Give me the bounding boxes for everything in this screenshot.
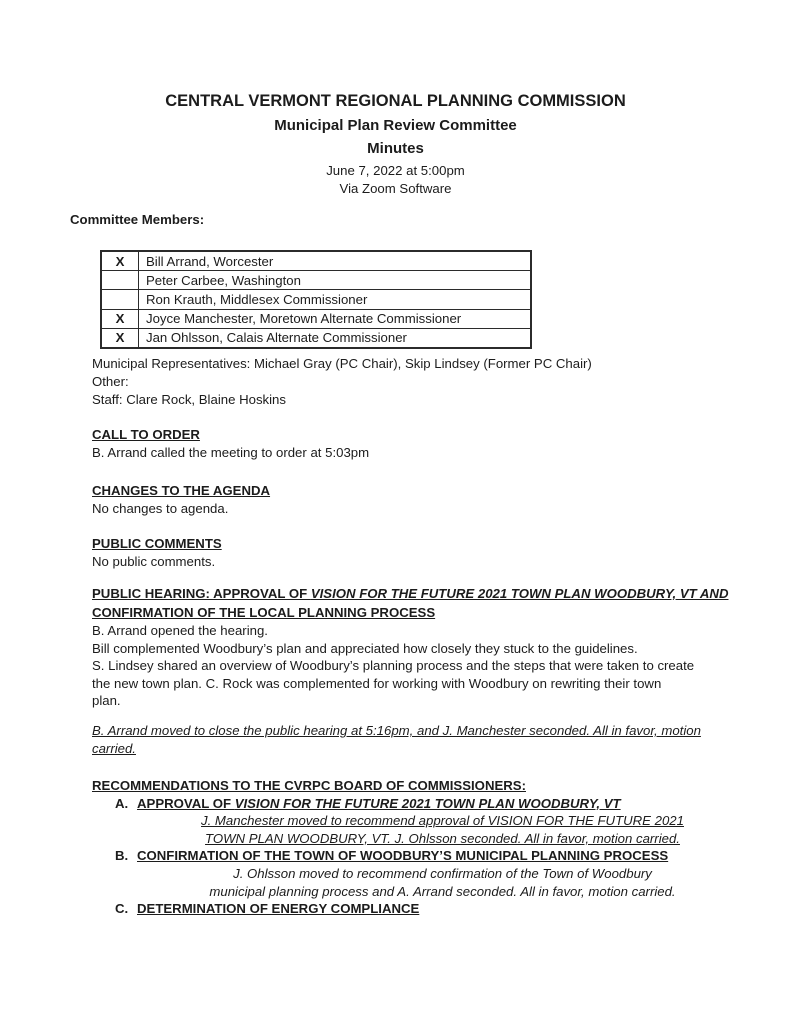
doc-type-title: Minutes: [367, 140, 424, 157]
item-title: [137, 901, 419, 916]
item-letter: B.: [115, 848, 129, 864]
motion-line: carried.: [92, 740, 136, 756]
public-comments-heading: PUBLIC COMMENTS: [92, 536, 222, 551]
recommendation-motion-b: [180, 865, 705, 900]
municipal-representatives-line: Municipal Representatives: Michael Gray (PC Chair), Skip Lindsey (Former PC Chair): [92, 356, 592, 371]
attendance-mark: X: [101, 328, 139, 348]
hearing-close-motion: [92, 722, 705, 757]
recommendation-motion-a: [180, 812, 705, 847]
document-header: [0, 92, 791, 199]
item-title-text: CONFIRMATION OF THE TOWN OF WOODBURY’S MUNICIPAL PLANNING PROCESS: [137, 848, 669, 864]
item-letter: C.: [115, 901, 129, 917]
changes-body: No changes to agenda.: [92, 500, 229, 516]
attendance-mark: [101, 271, 139, 290]
item-title-plan-name: VISION FOR THE FUTURE 2021 TOWN PLAN WOODBURY, VT: [234, 795, 621, 811]
changes-heading: CHANGES TO THE AGENDA: [92, 483, 271, 498]
section-changes-to-agenda: [92, 482, 705, 517]
heading-text: CONFIRMATION OF THE LOCAL PLANNING PROCESS: [92, 604, 436, 620]
member-row: [101, 251, 531, 271]
hearing-body-line: Bill complemented Woodbury’s plan and appreciated how closely they stuck to the guidelines.: [92, 640, 638, 656]
item-letter: A.: [115, 795, 129, 811]
member-row: [101, 271, 531, 290]
section-public-hearing: [92, 585, 729, 710]
motion-line: TOWN PLAN WOODBURY, VT. J. Ohlsson seconded. All in favor, motion carried.: [205, 830, 680, 846]
member-name: Joyce Manchester, Moretown Alternate Commissioner: [139, 309, 532, 328]
member-name: Jan Ohlsson, Calais Alternate Commissioner: [139, 328, 532, 348]
attendees-block: [92, 355, 592, 408]
motion-line: municipal planning process and A. Arrand seconded. All in favor, motion carried.: [209, 883, 676, 899]
item-title-text: DETERMINATION OF ENERGY COMPLIANCE: [137, 901, 420, 917]
call-to-order-body: B. Arrand called the meeting to order at 5:03pm: [92, 444, 370, 460]
call-to-order-heading: CALL TO ORDER: [92, 427, 200, 442]
motion-line: J. Ohlsson moved to recommend confirmation of the Town of Woodbury: [233, 865, 652, 881]
item-title: [137, 796, 621, 811]
meeting-location: Via Zoom Software: [339, 181, 452, 196]
public-comments-body: No public comments.: [92, 553, 216, 569]
committee-subtitle: Municipal Plan Review Committee: [274, 117, 517, 134]
hearing-body-line: S. Lindsey shared an overview of Woodbury’s planning process and the steps that were taken to create: [92, 658, 695, 674]
heading-plan-title: VISION FOR THE FUTURE 2021 TOWN PLAN WOODBURY, VT AND: [310, 586, 729, 601]
recommendation-item-a: [92, 795, 705, 813]
section-recommendations: [92, 777, 705, 918]
member-name: Ron Krauth, Middlesex Commissioner: [139, 290, 532, 309]
page-title: CENTRAL VERMONT REGIONAL PLANNING COMMISSION: [165, 92, 626, 110]
member-name: Bill Arrand, Worcester: [139, 251, 532, 271]
heading-text: PUBLIC HEARING: APPROVAL OF: [92, 586, 311, 601]
attendance-mark: [101, 290, 139, 309]
other-attendees-line: Other:: [92, 373, 129, 389]
committee-members-table: [100, 250, 532, 349]
public-hearing-heading: [92, 585, 729, 622]
staff-line: Staff: Clare Rock, Blaine Hoskins: [92, 391, 286, 407]
recommendation-item-c: [92, 900, 705, 918]
member-name: Peter Carbee, Washington: [139, 271, 532, 290]
meeting-datetime: June 7, 2022 at 5:00pm: [326, 163, 465, 178]
member-row: [101, 309, 531, 328]
item-title: [137, 848, 668, 863]
motion-line: B. Arrand moved to close the public hearing at 5:16pm, and J. Manchester seconded. All in favor, motion: [92, 723, 701, 738]
recommendation-item-b: [92, 847, 705, 865]
hearing-body-line: plan.: [92, 693, 121, 709]
member-row: [101, 328, 531, 348]
recommendations-heading: RECOMMENDATIONS TO THE CVRPC BOARD OF COMMISSIONERS:: [92, 778, 526, 793]
committee-members-label: Committee Members:: [70, 212, 205, 227]
hearing-body-line: B. Arrand opened the hearing.: [92, 623, 268, 638]
section-call-to-order: [92, 426, 705, 461]
motion-line: J. Manchester moved to recommend approval of VISION FOR THE FUTURE 2021: [201, 813, 684, 829]
member-row: [101, 290, 531, 309]
item-title-text: APPROVAL OF: [137, 795, 235, 811]
attendance-mark: X: [101, 309, 139, 328]
hearing-body-line: the new town plan. C. Rock was complemented for working with Woodbury on rewriting their town: [92, 675, 662, 691]
attendance-mark: X: [101, 251, 139, 271]
section-public-comments: [92, 535, 705, 570]
